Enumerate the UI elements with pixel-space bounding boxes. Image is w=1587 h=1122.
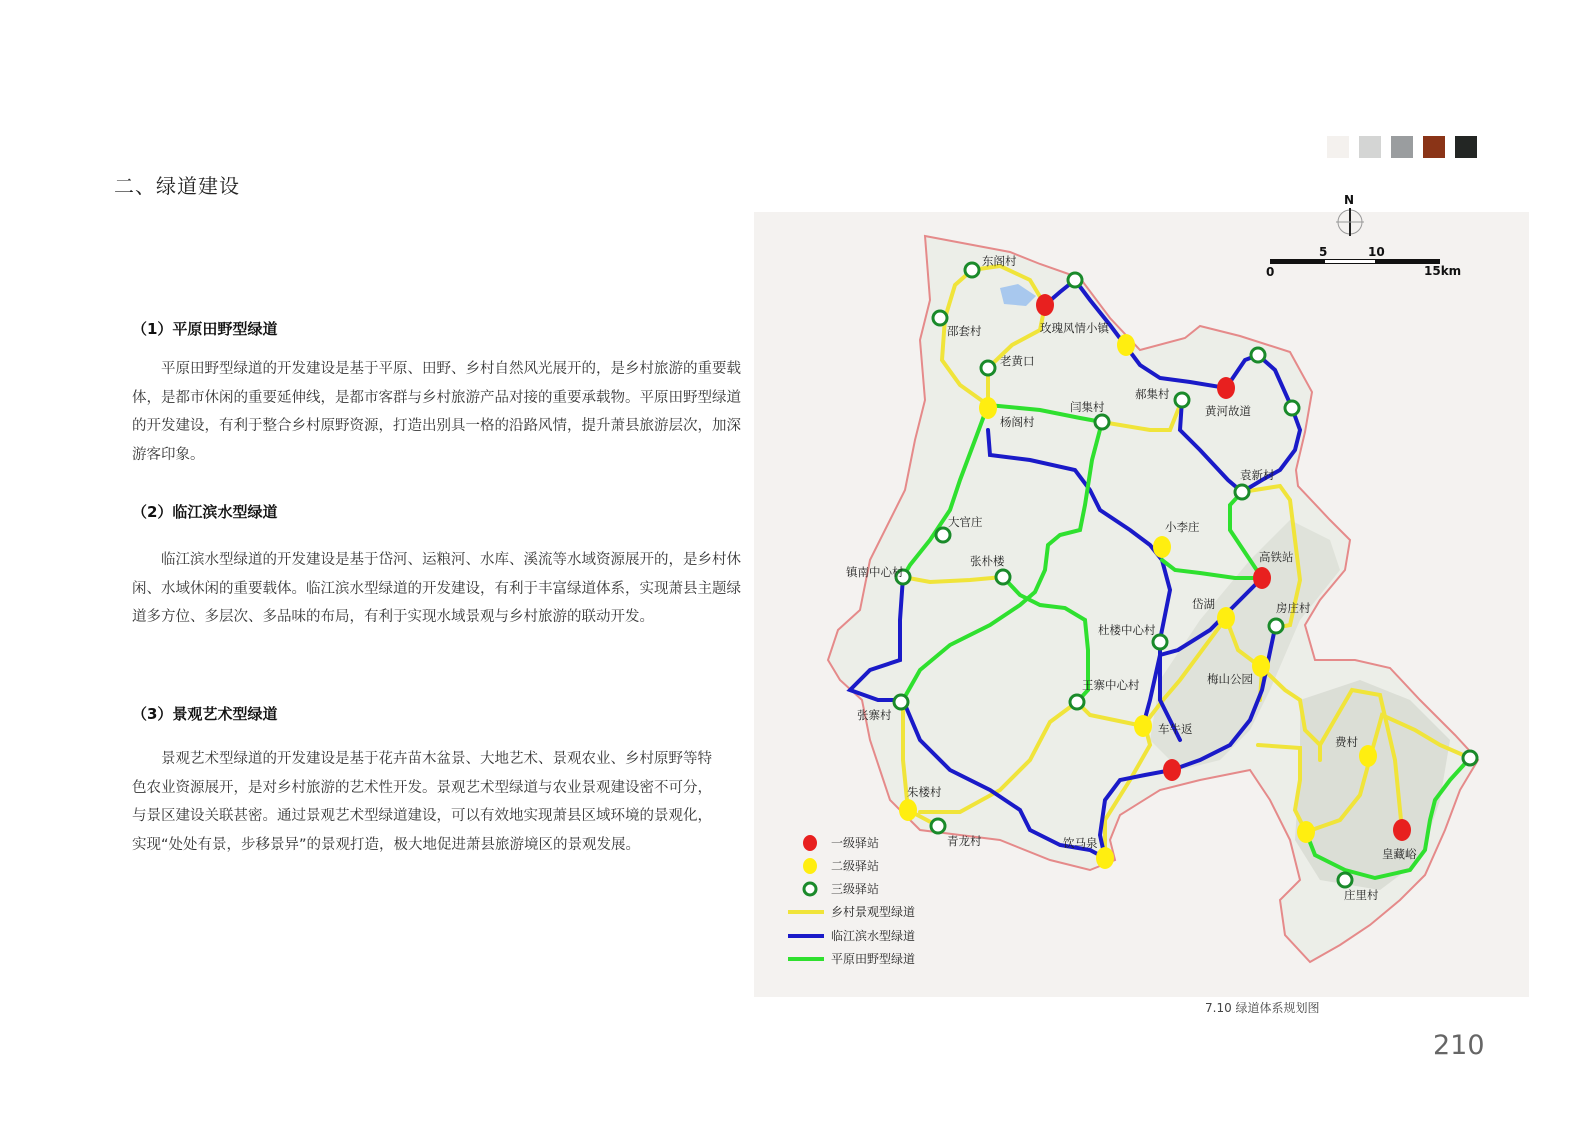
place-label: 车牛返 [1158, 722, 1193, 736]
scale-label: 10 [1368, 245, 1385, 259]
place-label: 岱湖 [1192, 597, 1215, 611]
swatch-3 [1391, 136, 1413, 158]
station3-icon [933, 311, 947, 325]
station3-icon [1285, 401, 1299, 415]
station3-icon [1235, 485, 1249, 499]
scale-bar [1266, 245, 1461, 279]
legend-label: 三级驿站 [831, 882, 880, 896]
station3-icon [931, 819, 945, 833]
legend-label: 平原田野型绿道 [831, 952, 916, 966]
body-art-greenway: 景观艺术型绿道的开发建设是基于花卉苗木盆景、大地艺术、景观农业、乡村原野等特色农业资源展开，是对乡村旅游的艺术性开发。景观艺术型绿道与农业景观建设密不可分，与景区建设关联甚密。通过景观艺术型绿道建设，可以有效地实现萧县区域环境的景观化，实现“处处有景，步移景异”的景观打造，极大地促进萧县旅游境区的景观发展。 [132, 751, 712, 853]
place-label: 东阁村 [982, 254, 1017, 268]
station3-icon [1175, 393, 1189, 407]
place-label: 朱楼村 [907, 785, 942, 799]
station2-icon [1096, 847, 1114, 869]
station3-icon [1068, 273, 1082, 287]
color-swatches [1327, 136, 1477, 158]
station2-icon [1252, 655, 1270, 677]
station3-icon [981, 361, 995, 375]
place-label: 袁新村 [1240, 468, 1275, 482]
legend-label: 二级驿站 [831, 859, 880, 873]
legend-station2-icon [803, 858, 817, 874]
station3-icon [894, 695, 908, 709]
place-label: 庄里村 [1344, 888, 1379, 902]
body-plain-greenway: 平原田野型绿道的开发建设是基于平原、田野、乡村自然风光展开的，是乡村旅游的重要载体，是都市休闲的重要延伸线，是都市客群与乡村旅游产品对接的重要承载物。平原田野型绿道的开发建设，有利于整合乡村原野资源，打造出别具一格的沿路风情，提升萧县旅游层次，加深游客印象。 [132, 361, 741, 463]
station2-icon [1359, 745, 1377, 767]
place-label: 黄河故道 [1205, 404, 1251, 418]
north-label: N [1344, 193, 1355, 207]
station3-icon [1463, 751, 1477, 765]
place-label: 青龙村 [947, 834, 982, 848]
page-number: 210 [1433, 1030, 1485, 1061]
swatch-2 [1359, 136, 1381, 158]
station3-icon [1070, 695, 1084, 709]
station3-icon [1095, 415, 1109, 429]
station3-icon [1269, 619, 1283, 633]
legend-label: 临江滨水型绿道 [831, 929, 916, 943]
place-label: 梅山公园 [1207, 672, 1253, 686]
body-river-greenway: 临江滨水型绿道的开发建设是基于岱河、运粮河、水库、溪流等水域资源展开的，是乡村休闲、水域休闲的重要载体。临江滨水型绿道的开发建设，有利于丰富绿道体系，实现萧县主题绿道多方位、多层次、多品味的布局，有利于实现水域景观与乡村旅游的联动开发。 [132, 552, 741, 625]
place-label: 老黄口 [1000, 354, 1035, 368]
swatch-4 [1423, 136, 1445, 158]
station3-icon [1153, 635, 1167, 649]
legend-station1-icon [803, 835, 817, 851]
place-label: 玫瑰风情小镇 [1040, 321, 1109, 335]
legend-label: 一级驿站 [831, 836, 880, 850]
place-label: 高铁站 [1259, 550, 1294, 564]
swatch-1 [1327, 136, 1349, 158]
place-label: 皇藏峪 [1382, 847, 1417, 861]
legend-station3-icon [804, 883, 816, 895]
scale-label: 0 [1266, 265, 1275, 279]
heading-art-greenway: （3）景观艺术型绿道 [132, 705, 278, 723]
station2-icon [1217, 607, 1235, 629]
station3-icon [936, 528, 950, 542]
section-title: 二、绿道建设 [114, 174, 240, 198]
place-label: 邵套村 [947, 324, 982, 338]
north-arrow-icon [1336, 193, 1364, 236]
map-legend [788, 835, 915, 966]
station2-icon [1297, 821, 1315, 843]
station3-icon [965, 263, 979, 277]
swatch-5 [1455, 136, 1477, 158]
station3-icon [996, 570, 1010, 584]
station3-icon [1338, 873, 1352, 887]
place-label: 镇南中心村 [846, 565, 904, 579]
station1-icon [1393, 819, 1411, 841]
station1-icon [1036, 294, 1054, 316]
station1-icon [1163, 759, 1181, 781]
place-label: 张寨村 [857, 708, 892, 722]
place-label: 大官庄 [948, 515, 983, 529]
place-label: 王寨中心村 [1082, 678, 1140, 692]
station2-icon [1134, 715, 1152, 737]
place-label: 杨阁村 [1000, 415, 1035, 429]
map-caption: 7.10 绿道体系规划图 [1205, 1001, 1320, 1015]
place-label: 闫集村 [1070, 400, 1105, 414]
place-label: 饮马泉 [1063, 836, 1098, 850]
place-label: 张朴楼 [970, 554, 1005, 568]
place-label: 费村 [1335, 735, 1358, 749]
station2-icon [1117, 334, 1135, 356]
legend-label: 乡村景观型绿道 [831, 905, 916, 919]
station1-icon [1253, 567, 1271, 589]
place-label: 杜楼中心村 [1098, 623, 1156, 637]
scale-label: 15km [1424, 264, 1462, 278]
heading-plain-greenway: （1）平原田野型绿道 [132, 320, 278, 338]
greenway-map [754, 190, 1534, 1000]
station2-icon [899, 799, 917, 821]
station1-icon [1217, 377, 1235, 399]
place-label: 房庄村 [1276, 601, 1311, 615]
heading-river-greenway: （2）临江滨水型绿道 [132, 503, 278, 521]
station2-icon [979, 397, 997, 419]
station3-icon [1251, 348, 1265, 362]
scale-label: 5 [1319, 245, 1328, 259]
station2-icon [1153, 536, 1171, 558]
place-label: 郝集村 [1135, 387, 1170, 401]
place-label: 小李庄 [1165, 520, 1200, 534]
